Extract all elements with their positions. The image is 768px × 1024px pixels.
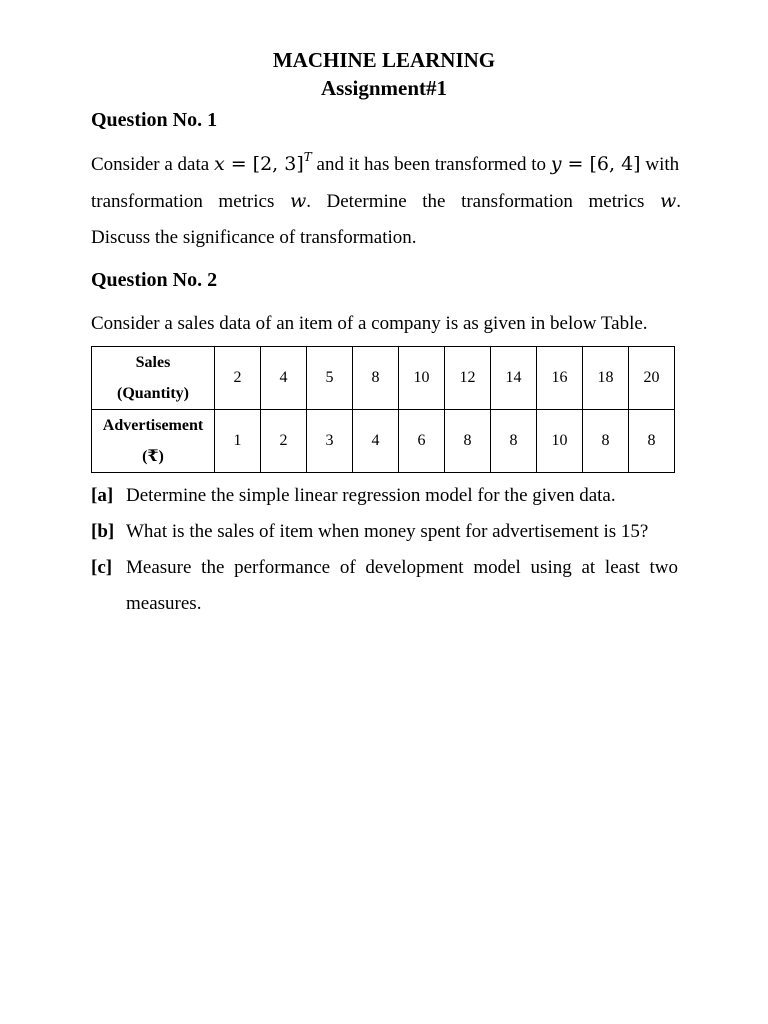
table-row-header-advertisement	[92, 410, 215, 473]
q1-math-y: y	[550, 153, 562, 175]
table-cell: 12	[445, 347, 491, 410]
table-cell: 3	[307, 410, 353, 473]
quantity-label: (Quantity)	[117, 385, 189, 402]
subpart-a	[91, 478, 678, 514]
question-1-line-3: Discuss the significance of transformation.	[91, 227, 417, 248]
q1-math-w1: w	[289, 190, 307, 212]
table-cell: 8	[583, 410, 629, 473]
table-cell: 2	[215, 347, 261, 410]
question-1-heading: Question No. 1	[91, 109, 218, 131]
table-cell: 8	[353, 347, 399, 410]
question-1-text	[91, 146, 681, 256]
q1-line2-a: transformation metrics	[91, 191, 275, 212]
q1-line2-b: . Determine the transformation metrics	[306, 191, 645, 212]
table-row-sales	[92, 347, 675, 410]
question-2-intro: Consider a sales data of an item of a company is as given in below Table.	[91, 313, 648, 334]
q1-math-sup: T	[303, 150, 312, 164]
question-1-line-1	[91, 146, 681, 183]
q1-text-2: and it has been transformed to	[311, 154, 551, 175]
table-cell: 10	[399, 347, 445, 410]
table-row-header-sales	[92, 347, 215, 410]
q1-math-w2: w	[660, 190, 677, 212]
q1-math-x: x	[213, 153, 225, 175]
subpart-c	[91, 550, 678, 622]
document-subtitle: Assignment#1	[320, 76, 447, 100]
question-1-line-2	[91, 183, 681, 220]
sales-table	[91, 346, 675, 473]
rupee-label: (₹)	[142, 448, 164, 465]
sales-label: Sales	[135, 354, 171, 371]
table-cell: 14	[491, 347, 537, 410]
subpart-text: Measure the performance of development model using at least two measures.	[126, 557, 678, 614]
question-2-subparts	[91, 478, 678, 622]
subpart-text: What is the sales of item when money spent for advertisement is 15?	[126, 521, 649, 542]
question-2-heading: Question No. 2	[91, 269, 218, 291]
table-cell: 4	[353, 410, 399, 473]
table-cell: 8	[491, 410, 537, 473]
table-cell: 8	[445, 410, 491, 473]
table-cell: 1	[215, 410, 261, 473]
q1-text-3: with	[640, 154, 680, 175]
advertisement-label: Advertisement	[102, 417, 204, 434]
document-title: MACHINE LEARNING	[272, 48, 496, 72]
table-cell: 20	[629, 347, 675, 410]
q1-text-1: Consider a data	[91, 154, 210, 175]
q1-math-eq1: = [2, 3]	[224, 153, 304, 175]
table-cell: 18	[583, 347, 629, 410]
table-cell: 5	[307, 347, 353, 410]
subpart-b	[91, 514, 678, 550]
subpart-text: Determine the simple linear regression model for the given data.	[126, 485, 616, 506]
subpart-label: [a]	[91, 485, 114, 506]
table-cell: 2	[261, 410, 307, 473]
table-cell: 6	[399, 410, 445, 473]
table-cell: 8	[629, 410, 675, 473]
table-cell: 4	[261, 347, 307, 410]
table-cell: 16	[537, 347, 583, 410]
table-cell: 10	[537, 410, 583, 473]
q1-math-eq2: = [6, 4]	[561, 153, 641, 175]
table-row-advertisement	[92, 410, 675, 473]
subpart-label: [b]	[91, 521, 115, 542]
subpart-label: [c]	[91, 557, 113, 578]
q1-line2-c: .	[676, 191, 682, 212]
